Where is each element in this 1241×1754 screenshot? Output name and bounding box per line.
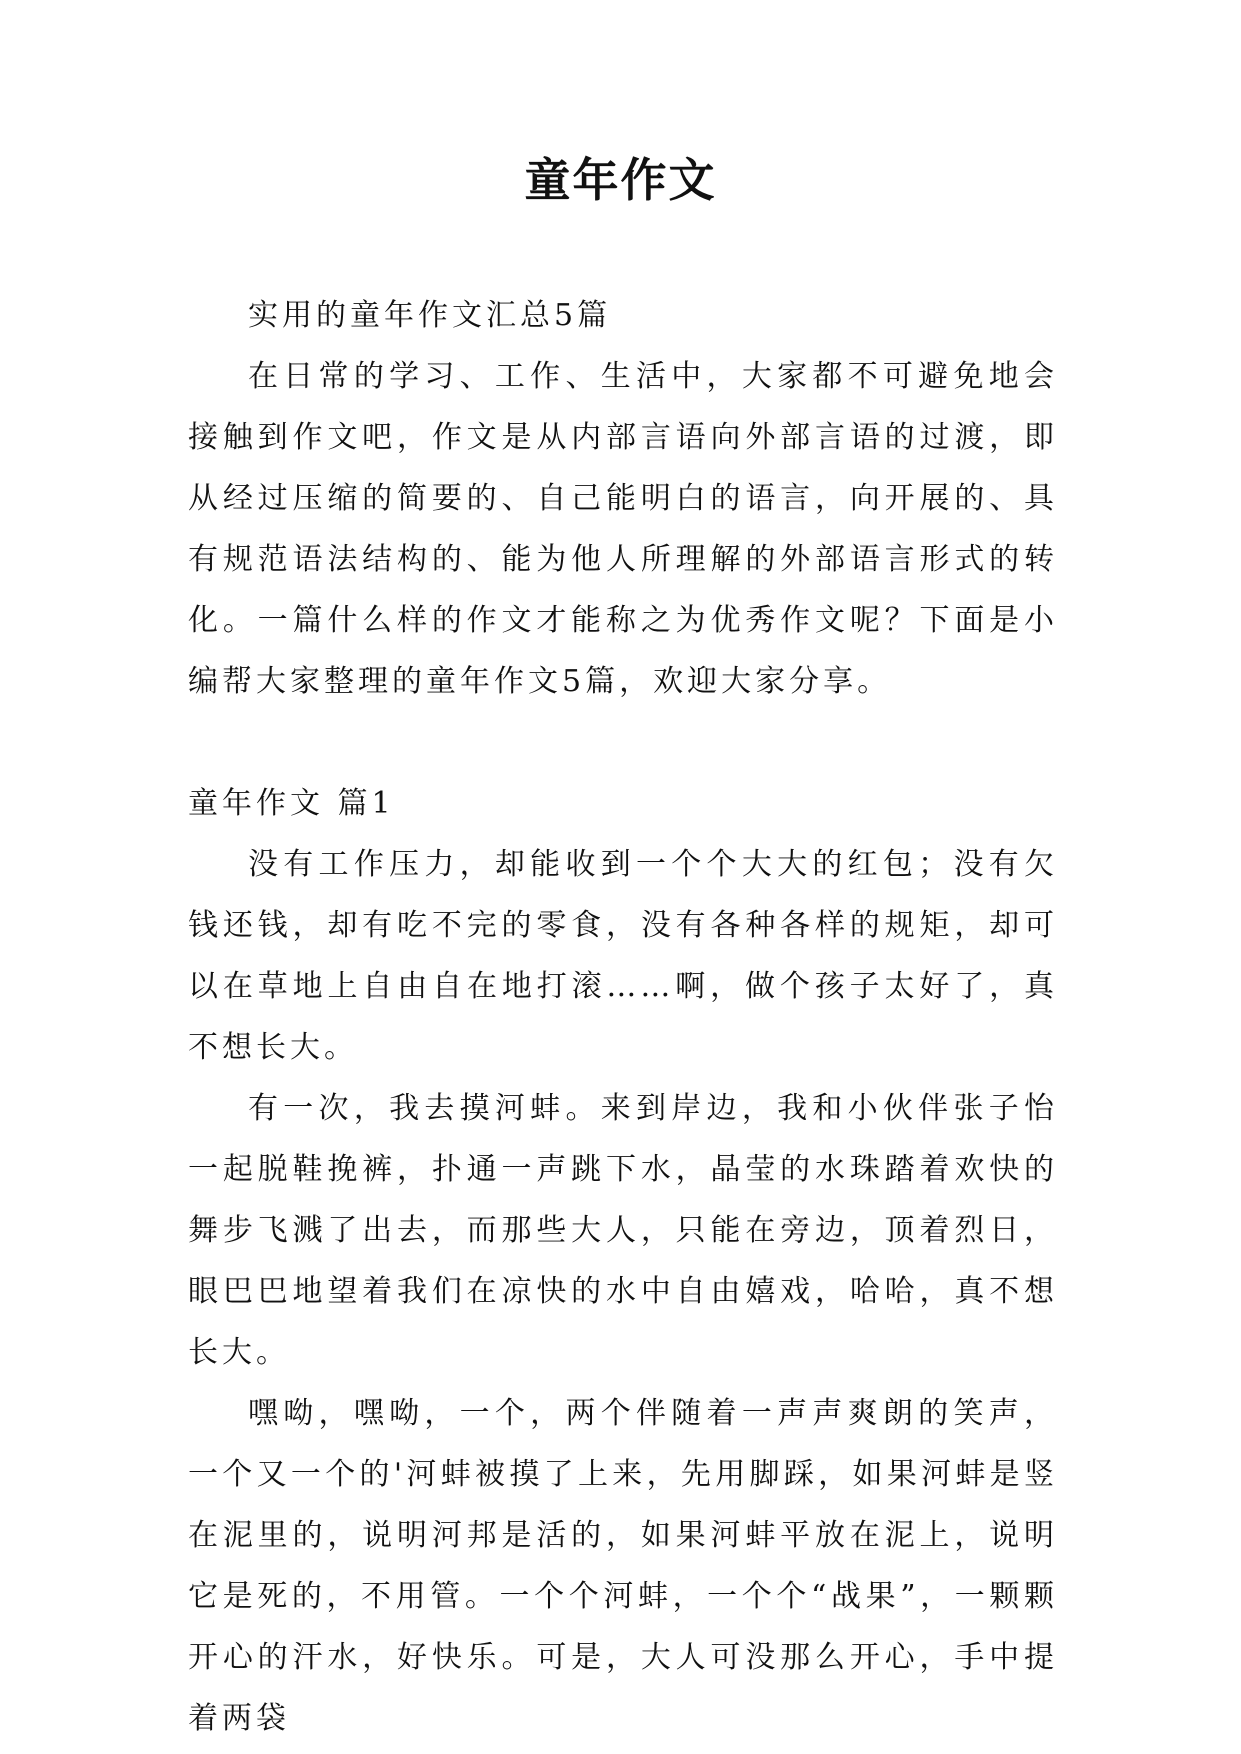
- body-paragraph: 有一次，我去摸河蚌。来到岸边，我和小伙伴张子怡一起脱鞋挽裤，扑通一声跳下水，晶莹的水珠踏着欢快的舞步飞溅了出去，而那些大人，只能在旁边，顶着烈日，眼巴巴地望着我们在凉快的水中自由嬉戏，哈哈，真不想长大。: [188, 1091, 1058, 1370]
- body-paragraph: 嘿呦，嘿呦，一个，两个伴随着一声声爽朗的笑声，一个又一个的'河蚌被摸了上来，先用脚踩，如果河蚌是竖在泥里的，说明河邦是活的，如果河蚌平放在泥上，说明它是死的，不用管。一个个河蚌，一个个“战果”，一颗颗开心的汗水，好快乐。可是，大人可没那么开心，手中提着两袋: [188, 1396, 1058, 1736]
- section-spacer: [188, 712, 1058, 773]
- section-heading: 童年作文 篇1: [188, 786, 395, 821]
- subtitle: 实用的童年作文汇总5篇: [248, 298, 612, 333]
- intro-paragraph: 在日常的学习、工作、生活中，大家都不可避免地会接触到作文吧，作文是从内部言语向外部言语的过渡，即从经过压缩的简要的、自己能明白的语言，向开展的、具有规范语法结构的、能为他人所理解的外部语言形式的转化。一篇什么样的作文才能称之为优秀作文呢？下面是小编帮大家整理的童年作文5篇，欢迎大家分享。: [188, 359, 1058, 699]
- body-paragraph: 没有工作压力，却能收到一个个大大的红包；没有欠钱还钱，却有吃不完的零食，没有各种各样的规矩，却可以在草地上自由自在地打滚……啊，做个孩子太好了，真不想长大。: [188, 847, 1058, 1065]
- document-title: 童年作文: [524, 153, 717, 207]
- document-body: [188, 285, 1058, 1749]
